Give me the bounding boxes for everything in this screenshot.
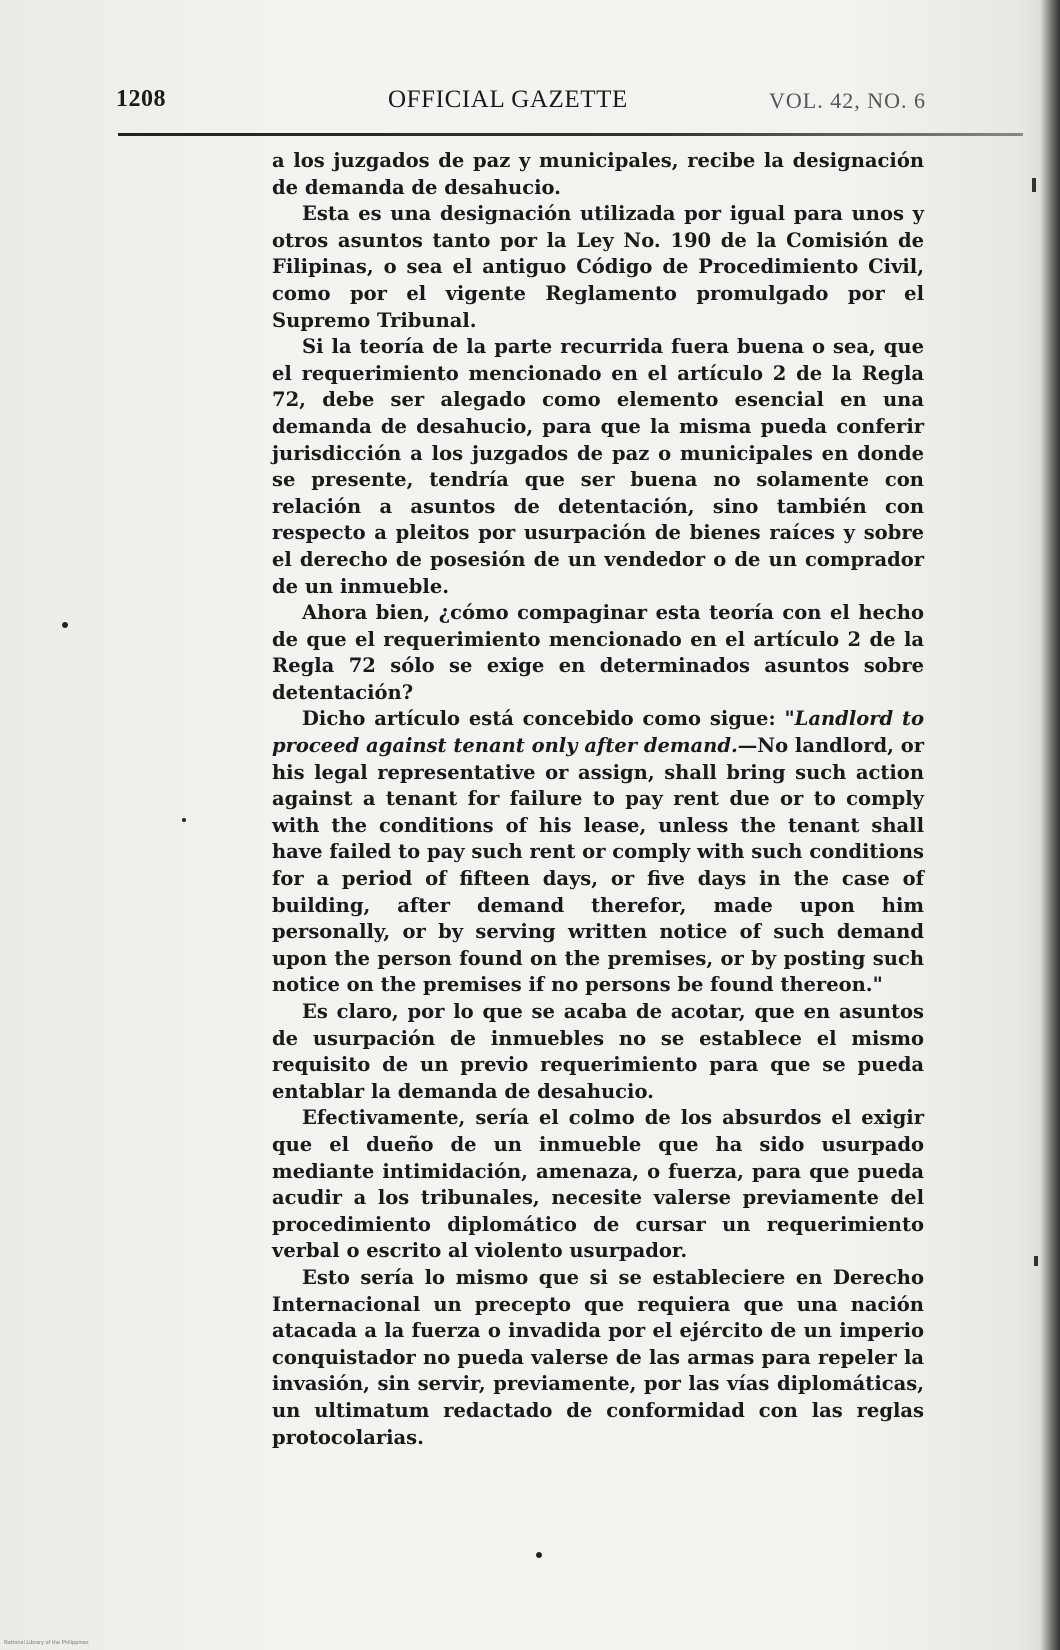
library-credit: National Library of the Philippines [4, 1640, 89, 1646]
margin-mark [182, 818, 186, 822]
volume-issue: VOL. 42, NO. 6 [769, 88, 926, 113]
paragraph-8: Esto sería lo mismo que si se estableciere en Derecho Internacional un precepto que requiera que una nación atacada a la fuerza o invadida por el ejército de un imperio conquistador no pueda valerse de las armas para repeler la invasión, sin servir, previamente, por las vías diplomáticas, un ultimatum redactado de conformidad con las reglas protocolarias. [272, 1265, 924, 1449]
quote-intro: Dicho artículo está concebido como sigue: " [302, 707, 795, 731]
paragraph-1: a los juzgados de paz y municipales, recibe la designación de demanda de desahucio. [272, 149, 924, 199]
article-body [272, 148, 924, 1451]
page-number: 1208 [116, 86, 166, 112]
publication-title: OFFICIAL GAZETTE [388, 86, 628, 113]
footer-mark [536, 1552, 542, 1558]
paragraph-2: Esta es una designación utilizada por igual para unos y otros asuntos tanto por la Ley No. 190 de la Comisión de Filipinas, o sea el antiguo Código de Procedimiento Civil, como por el vigente Reglamento promulgado por el Supremo Tribunal. [272, 202, 924, 332]
binding-shadow [1040, 0, 1060, 1650]
paragraph-7: Efectivamente, sería el colmo de los absurdos el exigir que el dueño de un inmueble que ha sido usurpado mediante intimidación, amenaza, o fuerza, para que pueda acudir a los tribunales, necesite valerse previamente del procedimiento diplomático de cursar un requerimiento verbal o escrito al violento usurpador. [272, 1106, 924, 1263]
margin-mark [1034, 1256, 1038, 1266]
header-rule [118, 133, 1023, 136]
page-header [112, 86, 926, 126]
quote-text: —No landlord, or his legal representative or assign, shall bring such action against a tenant for failure to pay rent due or to comply with the conditions of his lease, unless the tenant shall have failed to pay such rent or comply with such conditions for a period of fifteen days, or five days in the case of building, after demand therefor, made upon him personally, or by serving written notice of such demand upon the person found on the premises, or by posting such notice on the premises if no persons be found thereon." [272, 734, 924, 997]
margin-mark [1032, 178, 1036, 192]
margin-mark [62, 622, 68, 628]
quote-heading: Landlord to proceed against tenant only after demand. [272, 707, 924, 758]
paragraph-3: Si la teoría de la parte recurrida fuera buena o sea, que el requerimiento mencionado en el artículo 2 de la Regla 72, debe ser alegado como elemento esencial en una demanda de desahucio, para que la misma pueda conferir jurisdicción a los juzgados de paz o municipales en donde se presente, tendría que ser buena no solamente con relación a asuntos de detentación, sino también con respecto a pleitos por usurpación de bienes raíces y sobre el derecho de posesión de un vendedor o de un comprador de un inmueble. [272, 335, 924, 598]
paragraph-4: Ahora bien, ¿cómo compaginar esta teoría con el hecho de que el requerimiento mencionado en el artículo 2 de la Regla 72 sólo se exige en determinados asuntos sobre detentación? [272, 601, 924, 704]
paragraph-5 [272, 706, 924, 999]
paragraph-6: Es claro, por lo que se acaba de acotar, que en asuntos de usurpación de inmuebles no se establece el mismo requisito de un previo requerimiento para que se pueda entablar la demanda de desahucio. [272, 1000, 924, 1103]
